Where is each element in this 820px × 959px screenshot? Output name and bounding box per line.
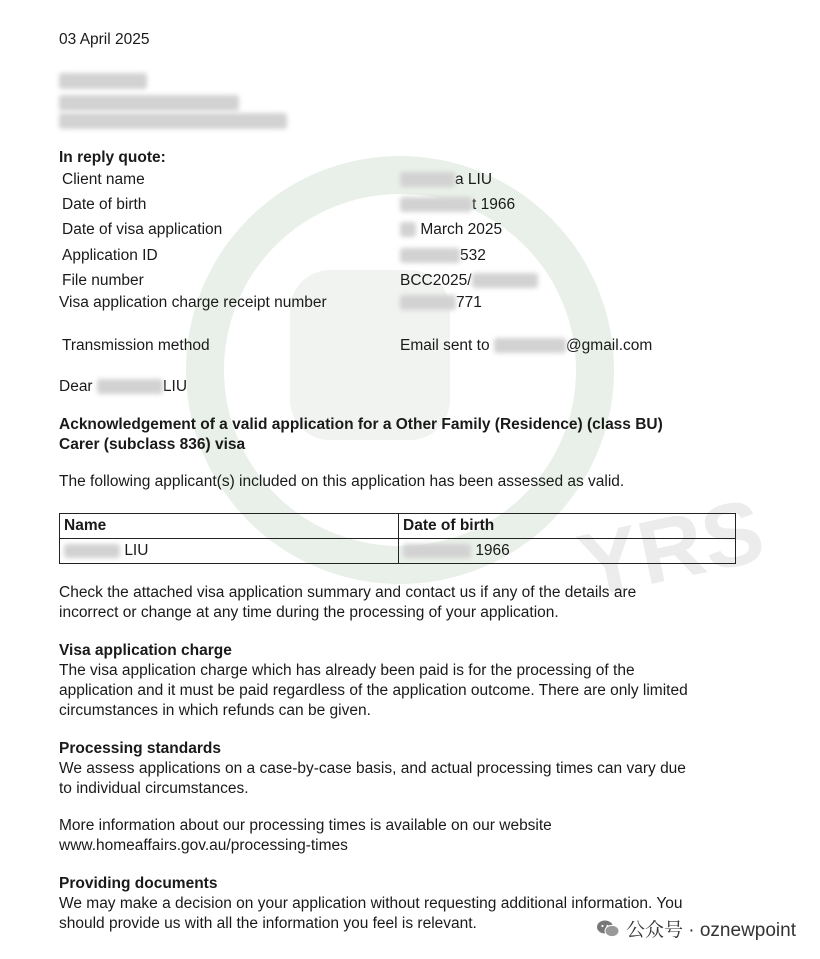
table-row	[60, 539, 736, 564]
applicants-table	[59, 513, 736, 564]
field-label-file-number: File number	[62, 272, 144, 289]
standards-section: Processing standards We assess applications on a case-by-case basis, and actual processing times can vary due to individual circumstances.	[59, 739, 739, 799]
field-label-client-name: Client name	[62, 171, 145, 188]
salutation: Dear LIU	[59, 378, 188, 395]
wechat-icon	[596, 919, 620, 939]
field-value-transmission: Email sent to @gmail.com	[400, 337, 653, 354]
check-paragraph: Check the attached visa application summary and contact us if any of the details are incorrect or change at any time during the processing of your application.	[59, 584, 637, 621]
field-value-receipt-number: 771	[400, 294, 482, 312]
charge-heading: Visa application charge	[59, 642, 232, 659]
table-cell-dob: 1966	[399, 539, 736, 564]
more-info-section: More information about our processing times is available on our website www.homeaffairs.gov.au/processing-times	[59, 816, 739, 856]
footer-brand: 公众号 · oznewpoint	[625, 920, 796, 941]
field-label-application-id: Application ID	[62, 247, 158, 264]
table-header-dob: Date of birth	[399, 514, 736, 539]
letter-title-line2: Carer (subclass 836) visa	[59, 436, 246, 453]
table-cell-name: LIU	[60, 539, 399, 564]
field-label-transmission: Transmission method	[62, 337, 210, 354]
field-value-client-name: a LIU	[400, 171, 492, 189]
reply-quote-heading: In reply quote:	[59, 149, 166, 166]
field-value-dob: t 1966	[400, 196, 515, 214]
processing-times-link: www.homeaffairs.gov.au/processing-times	[59, 837, 348, 854]
documents-heading: Providing documents	[59, 875, 218, 892]
charge-section: Visa application charge The visa application charge which has already been paid is for the processing of the application and it must be paid regardless of the application outcome. There are only limited circumstances in which refunds can be given.	[59, 641, 739, 721]
field-label-receipt-number: Visa application charge receipt number	[59, 294, 327, 311]
field-label-dob: Date of birth	[62, 196, 147, 213]
table-header-name: Name	[60, 514, 399, 539]
watermark-text: YRS	[570, 480, 773, 618]
field-value-application-date: March 2025	[400, 221, 502, 239]
field-label-application-date: Date of visa application	[62, 221, 223, 238]
standards-heading: Processing standards	[59, 740, 221, 757]
redacted-address	[59, 72, 147, 90]
intro-text: The following applicant(s) included on this application has been assessed as valid.	[59, 473, 625, 490]
letter-date: 03 April 2025	[59, 31, 150, 48]
table-header-row	[60, 514, 736, 539]
letter-title-line1: Acknowledgement of a valid application for a Other Family (Residence) (class BU)	[59, 416, 663, 433]
field-value-file-number: BCC2025/	[400, 272, 538, 290]
source-footer	[596, 915, 796, 942]
field-value-application-id: 532	[400, 247, 486, 265]
documents-section: Providing documents We may make a decision on your application without requesting additional information. You should provide us with all the information you feel is relevant.	[59, 874, 739, 934]
